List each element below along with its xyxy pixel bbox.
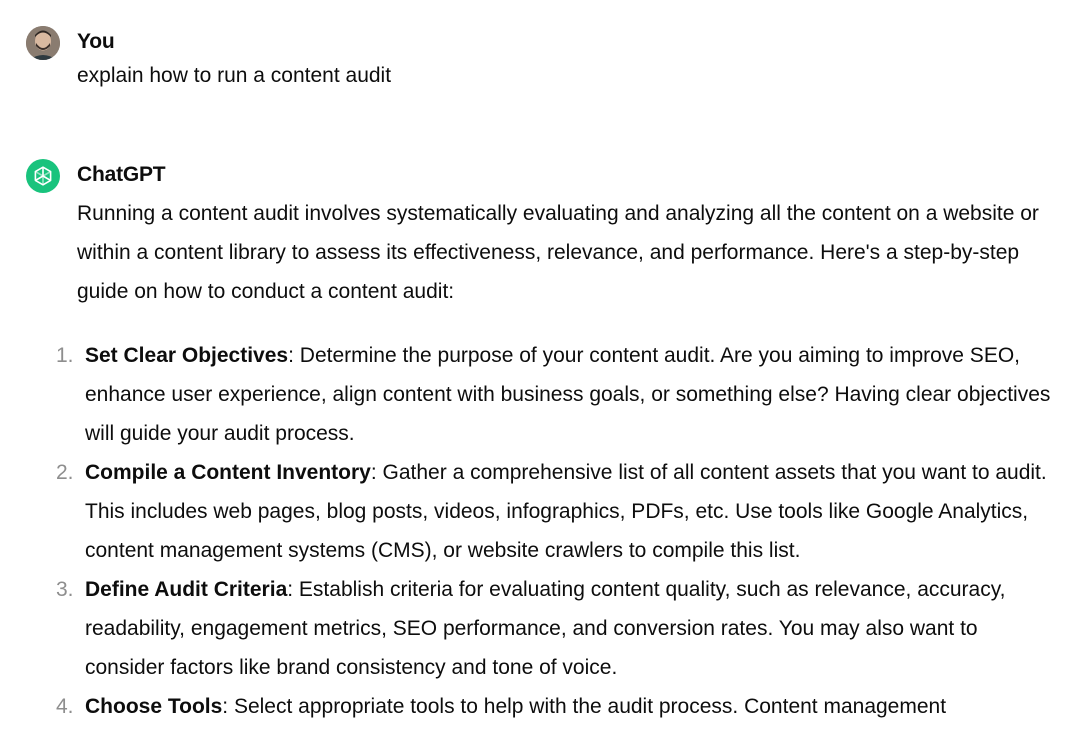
user-avatar	[26, 26, 60, 60]
step-title: Compile a Content Inventory	[85, 461, 371, 484]
list-item	[56, 453, 1062, 570]
user-message-text: explain how to run a content audit	[77, 64, 392, 87]
assistant-author-name: ChatGPT	[77, 163, 166, 186]
user-photo-avatar-icon	[26, 26, 60, 60]
step-title: Choose Tools	[85, 695, 223, 718]
step-title: Set Clear Objectives	[85, 344, 289, 367]
list-item	[56, 336, 1062, 453]
step-body: : Establish criteria for evaluating content quality, such as relevance, accuracy, readability, engagement metrics, SEO performance, and conversion rates. You may also want to consider factors like brand consistency and tone of voice.	[85, 578, 1006, 679]
user-author-name: You	[77, 30, 115, 53]
step-body: : Determine the purpose of your content audit. Are you aiming to improve SEO, enhance user experience, align content with business goals, or something else? Having clear objectives will guide your audit process.	[85, 344, 1051, 445]
assistant-intro-paragraph: Running a content audit involves systematically evaluating and analyzing all the content on a website or within a content library to assess its effectiveness, relevance, and performance. Here's a step-by-step guide on how to conduct a content audit:	[77, 202, 1039, 303]
step-body: : Gather a comprehensive list of all content assets that you want to audit. This includes web pages, blog posts, videos, infographics, PDFs, etc. Use tools like Google Analytics, content management systems (CMS), or website crawlers to compile this list.	[85, 461, 1047, 562]
list-item	[56, 570, 1062, 687]
assistant-avatar	[26, 159, 60, 193]
step-number: 4.	[56, 695, 74, 718]
openai-logo-icon	[31, 164, 55, 188]
list-item	[56, 687, 1062, 726]
step-number: 3.	[56, 578, 74, 601]
step-number: 1.	[56, 344, 74, 367]
steps-list	[56, 336, 1062, 726]
step-body: : Select appropriate tools to help with the audit process. Content management	[222, 695, 947, 718]
assistant-message-body	[56, 194, 1062, 726]
step-title: Define Audit Criteria	[85, 578, 288, 601]
step-number: 2.	[56, 461, 74, 484]
